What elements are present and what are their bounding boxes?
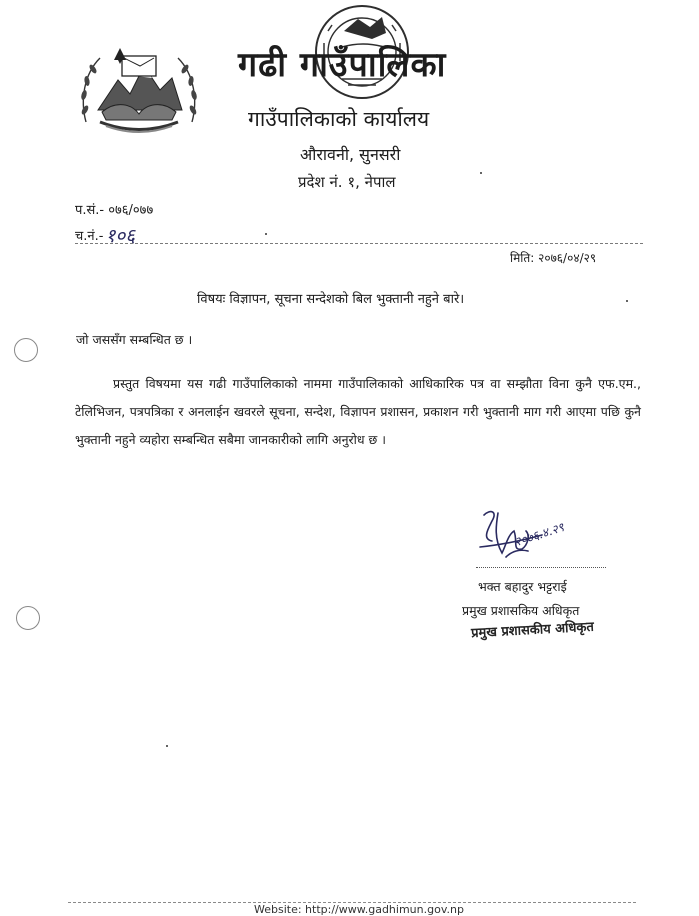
punch-hole <box>14 338 38 362</box>
signature-line <box>476 567 606 568</box>
letter-number: प.सं.- ०७६/०७७ <box>75 203 154 218</box>
province-line: प्रदेश नं. १, नेपाल <box>298 173 396 191</box>
salutation: जो जससँग सम्बन्धित छ । <box>76 332 193 347</box>
organization-name: गढी गाउँपालिका <box>238 45 447 85</box>
dispatch-number-label: च.नं.- <box>75 229 104 244</box>
ink-speck <box>166 745 168 747</box>
ink-speck <box>265 233 267 235</box>
letter-date: मिति: २०७६/०४/२९ <box>510 251 597 265</box>
punch-hole <box>16 606 40 630</box>
nepal-emblem-icon <box>76 40 202 140</box>
letter-body: प्रस्तुत विषयमा यस गढी गाउँपालिकाको नाममा गाउँपालिकाको आधिकारिक पत्र वा सम्झौता विना कुनै एफ.एम., टेलिभिजन, पत्रपत्रिका र अनलाईन खवरले सूचना, सन्देश, विज्ञापन प्रशासन, प्रकाशन गरी भुक्तानी माग गरी आएमा पछि कुनै भुक्तानी नहुने व्यहोरा सम्बन्धित सबैमा जानकारीको लागि अनुरोध छ । <box>75 376 641 447</box>
header-divider <box>75 243 643 244</box>
letter-subject: विषयः विज्ञापन, सूचना सन्देशको बिल भुक्तानी नहुने बारे। <box>197 292 465 307</box>
office-address: औरावनी, सुनसरी <box>300 145 401 164</box>
signer-name: भक्त बहादुर भट्टराई <box>478 579 567 594</box>
footer-website: Website: http://www.gadhimun.gov.np <box>254 903 464 916</box>
ink-speck <box>626 300 628 302</box>
designation-stamp: प्रमुख प्रशासकीय अधिकृत <box>470 619 595 642</box>
signature-date: २०७६.४.२९ <box>512 520 566 550</box>
signer-title: प्रमुख प्रशासकिय अधिकृत <box>462 603 580 618</box>
ink-speck <box>480 172 482 174</box>
dispatch-number-value: १०६ <box>105 225 136 247</box>
office-title: गाउँपालिकाको कार्यालय <box>248 107 430 131</box>
dispatch-number <box>75 222 135 248</box>
